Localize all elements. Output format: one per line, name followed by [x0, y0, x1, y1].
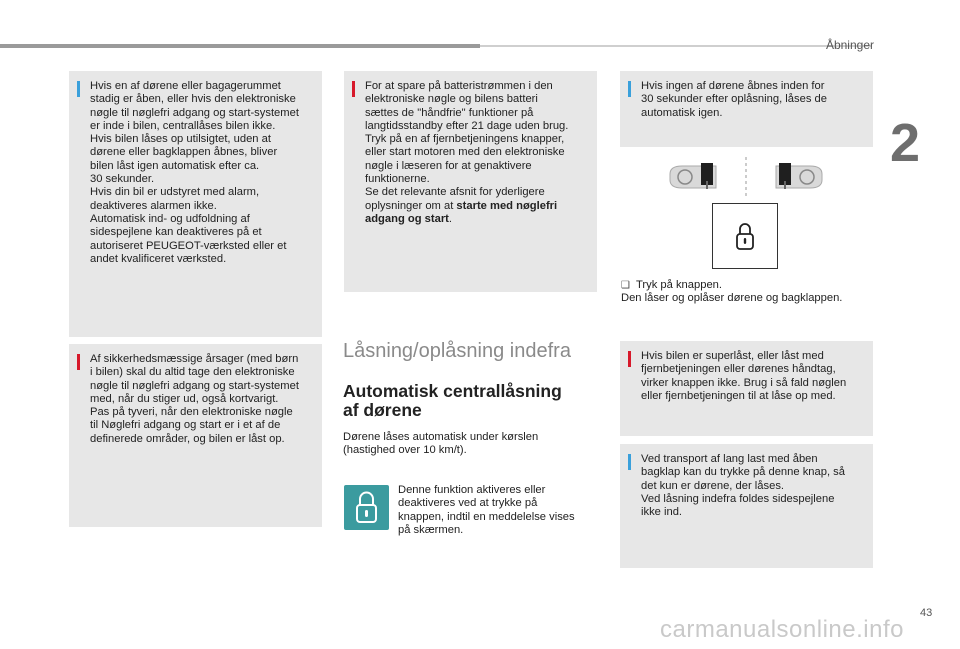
info-icon — [628, 454, 631, 470]
lock-icon — [713, 204, 777, 268]
info-box-relock — [620, 71, 873, 147]
warning-box-superlock — [620, 341, 873, 436]
press-button-text — [621, 279, 873, 306]
header-rule — [0, 44, 480, 48]
page-number: 43 — [920, 607, 933, 619]
info-box-text: Hvis ingen af dørene åbnes inden for 30 sekunder efter oplåsning, låses de automatisk igen. — [641, 80, 827, 119]
keyless-start-link: starte med nøglefri adgang og start — [365, 199, 558, 225]
warning-box-text: Hvis bilen er superlåst, eller låst med fjernbetjeningen eller dørenes håndtag, virker knappen ikke. Brug i så fald nøglen eller fjernbetjeningen til at låse op med. — [641, 350, 847, 402]
info-box-text: Hvis en af dørene eller bagagerummet stadig er åben, eller hvis den elektroniske nøgle til nøglefri adgang og start-systemet er inde i bilen, centrallåses bilen ikke. Hvis bilen låses op utilsigtet, uden at dørene eller bagklappen åbnes, bliver bilen låst igen automatisk efter ca. 30 sekunder. Hvis din bil er udstyret med alarm, deaktiveres alarmen ikke. Automatisk ind- og udfoldning af sidespejlene kan deaktiveres på et autoriseret PEUGEOT-værksted eller et andet kvalificeret værksted. — [90, 80, 299, 265]
lock-function-text: Denne funktion aktiveres eller deaktiveres ved at trykke på knappen, indtil en meddelelse vises på skærmen. — [398, 484, 575, 536]
warning-box-text — [365, 80, 591, 226]
body-text: Dørene låses automatisk under kørslen (hastighed over 10 km/t). — [343, 431, 539, 457]
warning-box-safety — [69, 344, 322, 527]
info-box-doors-open — [69, 71, 322, 337]
info-icon — [628, 81, 631, 97]
warning-icon — [628, 351, 631, 367]
battery-text: For at spare på batteristrømmen i den elektroniske nøgle og bilens batteri sættes de "håndfrie" funktioner på langtidsstandby efter 21 dage uden brug. Tryk på en af fjernbetjeningens knapper, eller start motoren med den elektroniske nøgle i læseren for at genaktivere funktionerne. Se det relevante afsnit for yderligere oplysninger om at — [365, 80, 569, 212]
info-icon — [77, 81, 80, 97]
info-box-long-load — [620, 444, 873, 568]
chapter-title: Åbninger — [825, 38, 874, 52]
warning-box-text: Af sikkerhedsmæssige årsager (med børn i bilen) skal du altid tage den elektroniske nøgle til nøglefri adgang og start-systemet med, når du stiger ud, også kortvarigt. Pas på tyveri, når den elektroniske nøgle til Nøglefri adgang og start er i et af de definerede områder, og bilen er låst op. — [90, 353, 299, 445]
watermark: carmanualsonline.info — [660, 616, 904, 643]
door-trim-illustration — [666, 157, 826, 197]
warning-box-battery — [344, 71, 597, 292]
bullet-icon: ❑ — [621, 280, 630, 291]
central-lock-button-icon — [344, 485, 389, 530]
press-text: Tryk på knappen. Den låser og oplåser dørene og bagklappen. — [621, 279, 843, 305]
subsection-title: Automatisk centrallåsning af dørene — [343, 381, 562, 420]
lock-button-closeup — [712, 203, 778, 269]
chapter-number: 2 — [890, 113, 921, 173]
warning-icon — [352, 81, 355, 97]
warning-icon — [77, 354, 80, 370]
info-box-text: Ved transport af lang last med åben bagklap kan du trykke på denne knap, så det kun er dørene, der låses. Ved låsning indefra foldes sidespejlene ikke ind. — [641, 453, 846, 519]
battery-text-end: . — [448, 212, 453, 225]
header-rule-light — [480, 45, 872, 47]
section-title: Låsning/oplåsning indefra — [343, 340, 571, 362]
